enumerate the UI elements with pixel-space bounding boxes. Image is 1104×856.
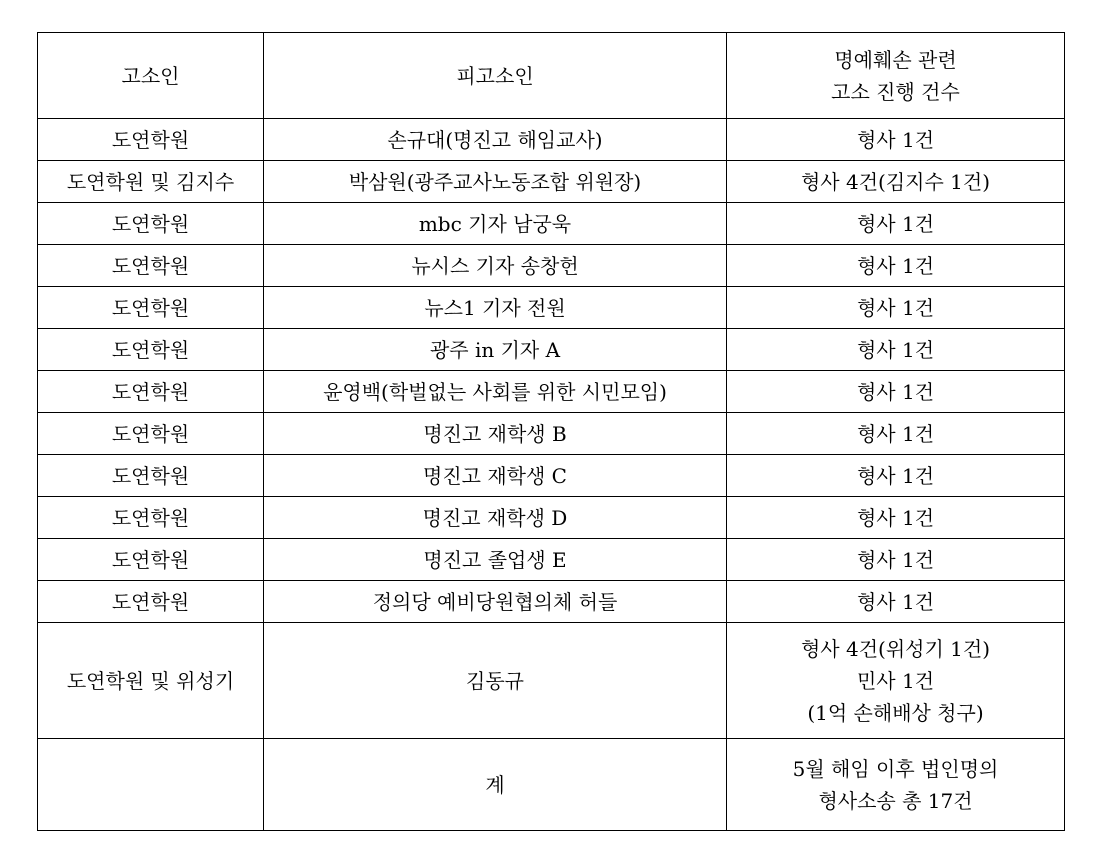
- total-value-line1: 5월 해임 이후 법인명의: [792, 756, 999, 781]
- complainant-cell: 도연학원: [38, 371, 264, 413]
- total-complainant-cell: [38, 739, 264, 831]
- count-line: 형사 1건: [856, 505, 935, 530]
- table-row: [38, 161, 1065, 203]
- count-cell: [727, 623, 1065, 739]
- count-line: 형사 1건: [856, 589, 935, 614]
- complainant-cell: 도연학원: [38, 413, 264, 455]
- defendant-cell: 명진고 졸업생 E: [264, 539, 727, 581]
- total-value-line2: 형사소송 총 17건: [818, 788, 973, 813]
- complainant-cell: 도연학원: [38, 329, 264, 371]
- header-count-line1: 명예훼손 관련: [834, 47, 957, 72]
- complainant-cell: 도연학원: [38, 119, 264, 161]
- defendant-cell: 뉴스1 기자 전원: [264, 287, 727, 329]
- count-line: 형사 1건: [856, 463, 935, 488]
- defendant-cell: 명진고 재학생 D: [264, 497, 727, 539]
- table-row: [38, 245, 1065, 287]
- count-line: 형사 1건: [856, 127, 935, 152]
- table-row: [38, 539, 1065, 581]
- complainant-cell: 도연학원: [38, 287, 264, 329]
- table-row: [38, 413, 1065, 455]
- complainant-cell: 도연학원 및 위성기: [38, 623, 264, 739]
- count-cell: [727, 497, 1065, 539]
- defendant-cell: 광주 in 기자 A: [264, 329, 727, 371]
- defendant-cell: mbc 기자 남궁욱: [264, 203, 727, 245]
- count-cell: [727, 329, 1065, 371]
- table-row: [38, 329, 1065, 371]
- defendant-cell: 뉴시스 기자 송창헌: [264, 245, 727, 287]
- table-row: [38, 119, 1065, 161]
- total-label: 계: [264, 739, 727, 831]
- count-line: 형사 1건: [856, 253, 935, 278]
- complainant-cell: 도연학원: [38, 581, 264, 623]
- count-line: 형사 1건: [856, 211, 935, 236]
- count-line: 민사 1건: [856, 668, 935, 693]
- count-cell: [727, 119, 1065, 161]
- defendant-cell: 명진고 재학생 B: [264, 413, 727, 455]
- defendant-cell: 명진고 재학생 C: [264, 455, 727, 497]
- count-line: 형사 4건(위성기 1건): [800, 636, 990, 661]
- header-count: [727, 33, 1065, 119]
- header-row: [38, 33, 1065, 119]
- count-line: (1억 손해배상 청구): [807, 700, 984, 725]
- table-row: [38, 497, 1065, 539]
- count-cell: [727, 203, 1065, 245]
- header-count-line2: 고소 진행 건수: [831, 79, 960, 104]
- count-line: 형사 1건: [856, 547, 935, 572]
- lawsuit-table: [37, 32, 1065, 831]
- table-row: [38, 287, 1065, 329]
- complainant-cell: 도연학원: [38, 539, 264, 581]
- count-line: 형사 1건: [856, 379, 935, 404]
- count-cell: [727, 245, 1065, 287]
- defendant-cell: 김동규: [264, 623, 727, 739]
- count-cell: [727, 161, 1065, 203]
- complainant-cell: 도연학원: [38, 245, 264, 287]
- table-row: [38, 203, 1065, 245]
- count-cell: [727, 581, 1065, 623]
- defendant-cell: 정의당 예비당원협의체 허들: [264, 581, 727, 623]
- total-value: [727, 739, 1065, 831]
- defendant-cell: 손규대(명진고 해임교사): [264, 119, 727, 161]
- table-row: [38, 581, 1065, 623]
- count-cell: [727, 371, 1065, 413]
- total-row: [38, 739, 1065, 831]
- header-complainant: 고소인: [38, 33, 264, 119]
- defendant-cell: 박삼원(광주교사노동조합 위원장): [264, 161, 727, 203]
- count-cell: [727, 539, 1065, 581]
- count-line: 형사 1건: [856, 421, 935, 446]
- complainant-cell: 도연학원: [38, 455, 264, 497]
- count-line: 형사 4건(김지수 1건): [800, 169, 990, 194]
- count-line: 형사 1건: [856, 337, 935, 362]
- table-row: [38, 455, 1065, 497]
- count-cell: [727, 287, 1065, 329]
- table-row: [38, 623, 1065, 739]
- count-cell: [727, 413, 1065, 455]
- count-cell: [727, 455, 1065, 497]
- header-defendant: 피고소인: [264, 33, 727, 119]
- complainant-cell: 도연학원: [38, 203, 264, 245]
- count-line: 형사 1건: [856, 295, 935, 320]
- complainant-cell: 도연학원 및 김지수: [38, 161, 264, 203]
- table-row: [38, 371, 1065, 413]
- complainant-cell: 도연학원: [38, 497, 264, 539]
- defendant-cell: 윤영백(학벌없는 사회를 위한 시민모임): [264, 371, 727, 413]
